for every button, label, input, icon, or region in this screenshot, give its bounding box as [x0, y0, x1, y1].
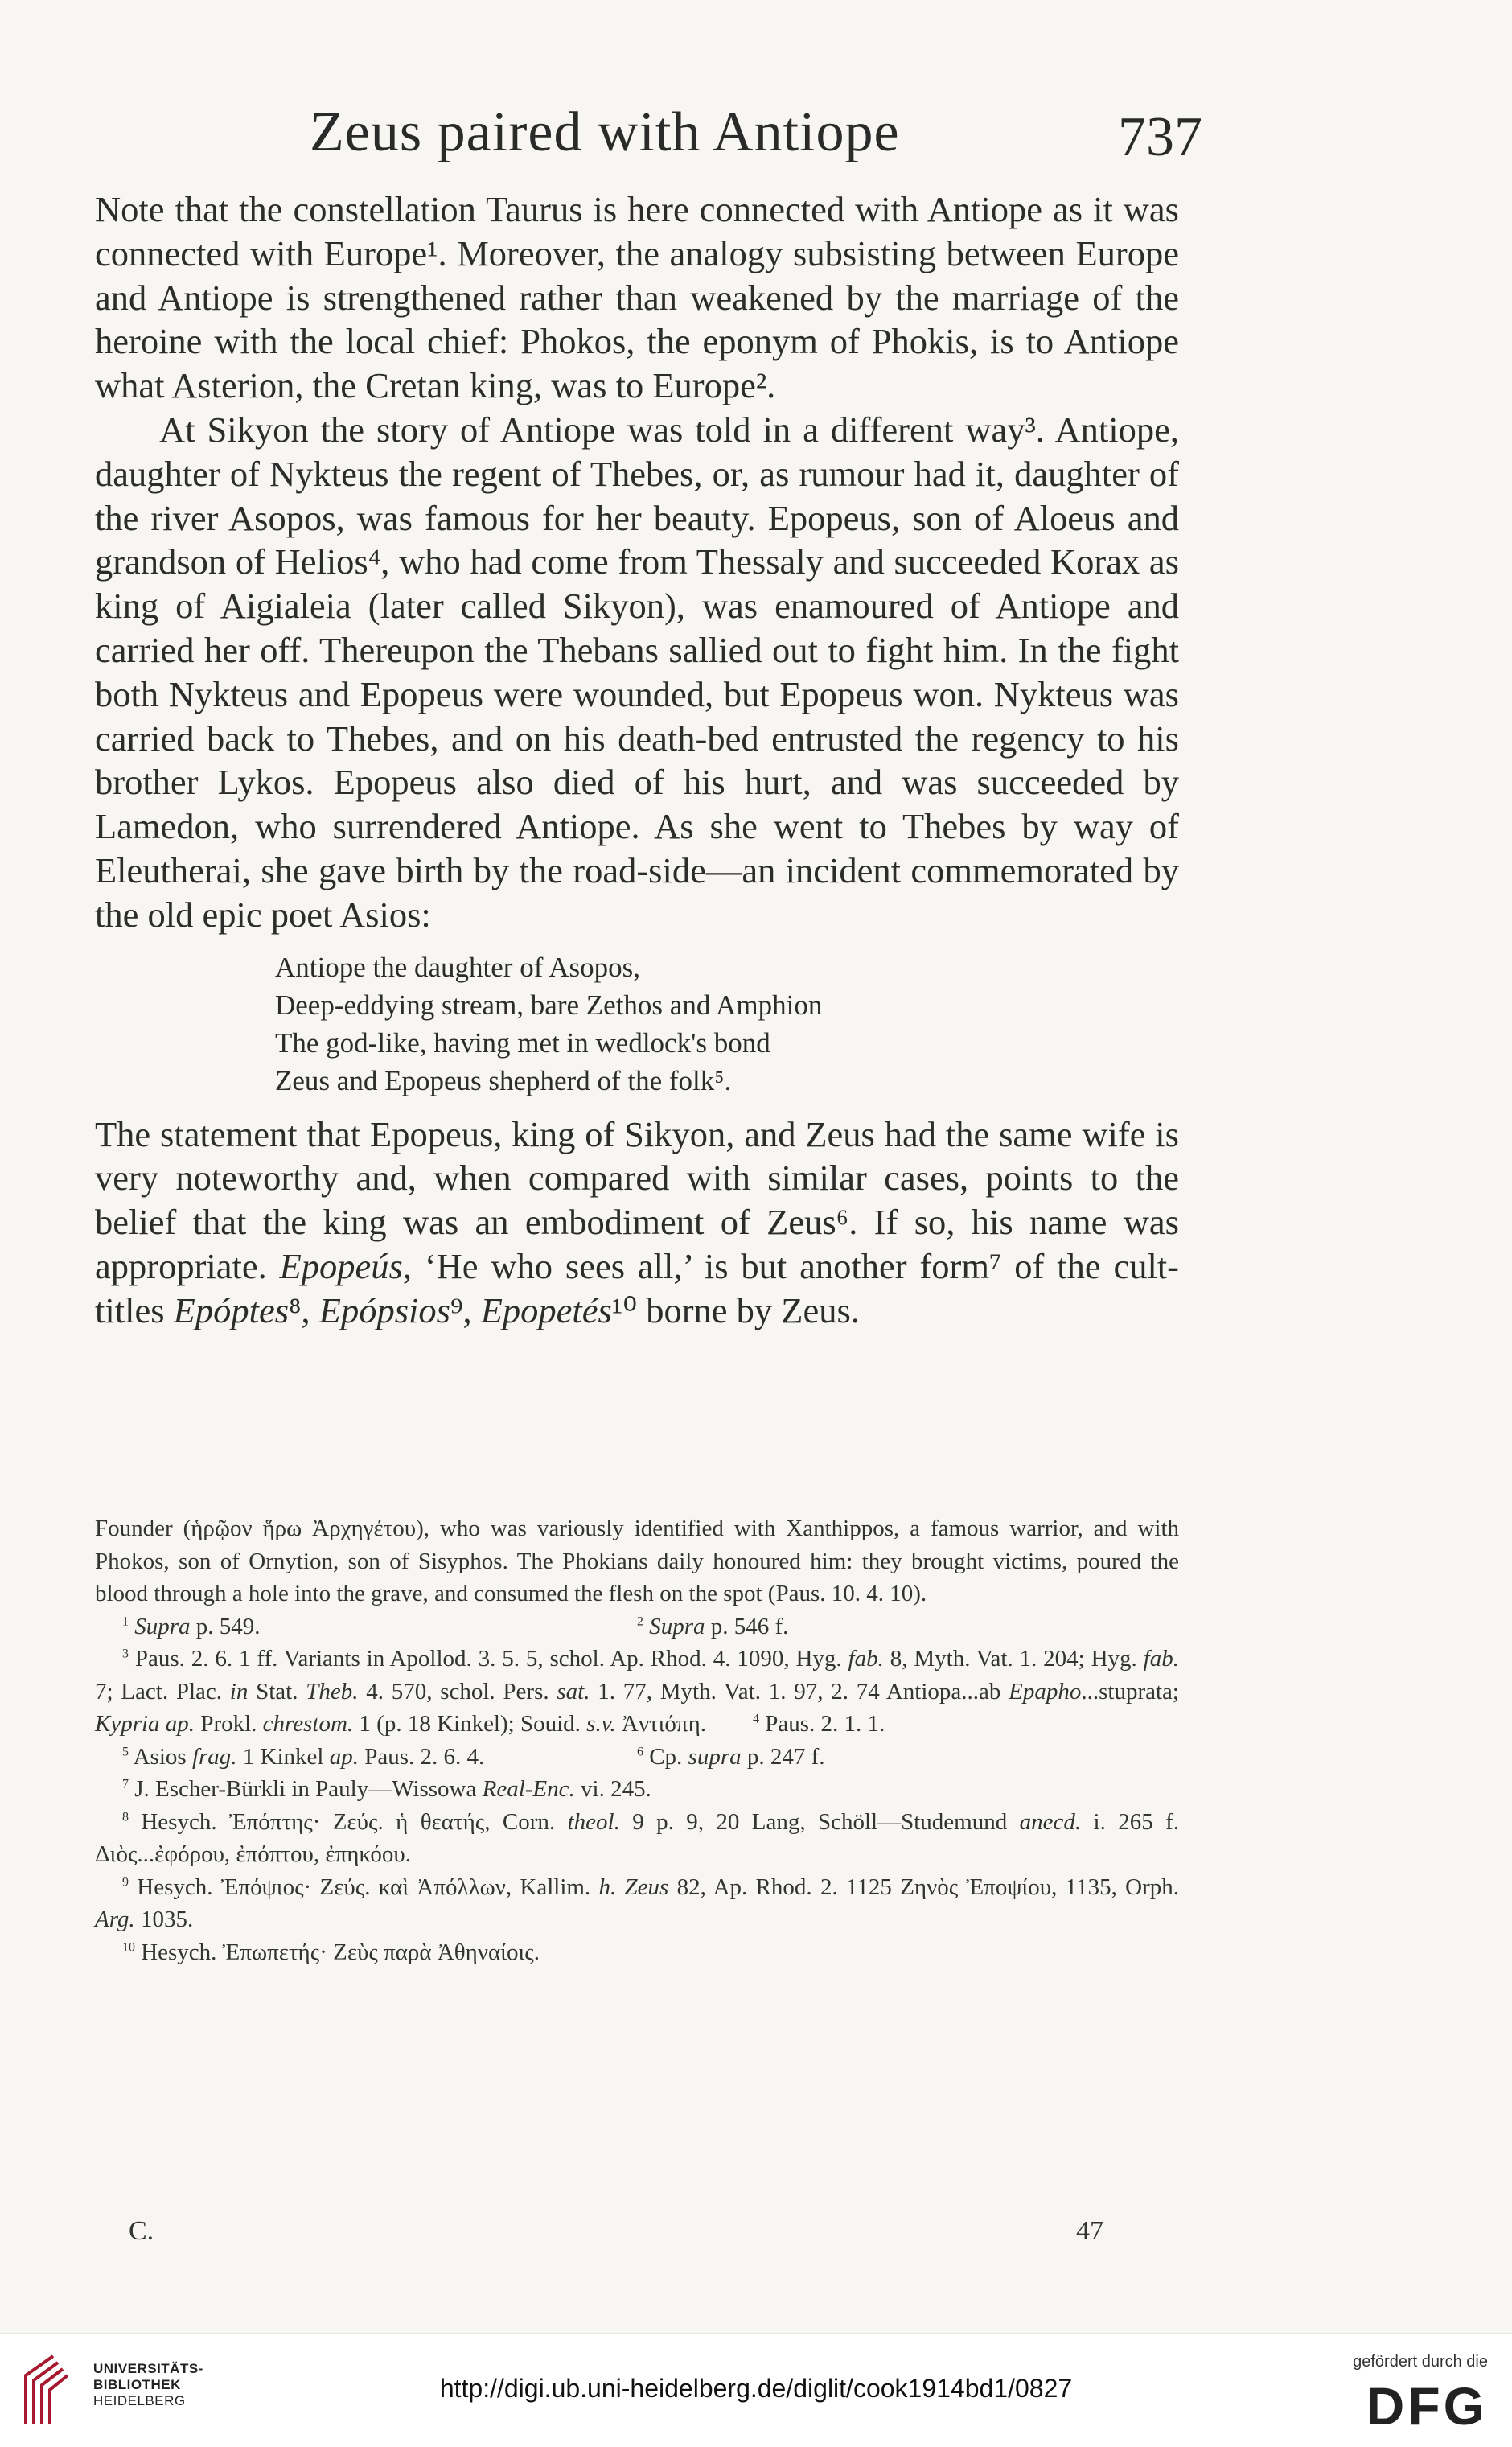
sheet-number: 47: [1076, 2216, 1103, 2246]
verse-line: Deep-eddying stream, bare Zethos and Amphion: [275, 989, 823, 1021]
italic-term: Epóptes: [173, 1289, 290, 1330]
running-title: Zeus paired with Antiope: [310, 101, 900, 163]
permalink-url[interactable]: http://digi.ub.uni-heidelberg.de/diglit/cook1914bd1/0827: [439, 2374, 1073, 2403]
paragraph-3: [95, 1112, 1179, 1333]
signature-mark: C.: [129, 2216, 154, 2246]
note-ref: ⁸,: [289, 1289, 319, 1330]
verse-line: Antiope the daughter of Asopos,: [275, 951, 640, 983]
note-ref: ¹⁰: [611, 1289, 638, 1330]
verse-line: The god-like, having met in wedlock's bond: [275, 1026, 770, 1059]
footnote-1: $^1$ Supra p. 549.: [122, 1613, 261, 1639]
footnote-9: $^9$ Hesych. Ἐπόψιος· Ζεύς. καὶ Ἀπόλλων, Kallim. h. Zeus 82, Ap. Rhod. 2. 1125 Ζηνὸς Ἐποψίου, 1135, Orph. Arg. 1035.: [95, 1873, 1179, 1932]
footnote-3: $^3$ Paus. 2. 6. 1 ff. Variants in Apollod. 3. 5. 5, schol. Ap. Rhod. 4. 1090, Hyg. fab. 8, Myth. Vat. 1. 204; Hyg. fab. 7; Lact. Plac. in Stat. Theb. 4. 570, schol. Pers. sat. 1. 77, Myth. Vat. 1. 97, 2. 74 Antiopa...ab Epapho...stuprata; Kypria ap. Prokl. chrestom. 1 (p. 18 Kinkel); Souid. s.v. Ἀντιόπη. $^4$ Paus. 2. 1. 1.: [95, 1646, 1179, 1737]
footnote-6: $^6$ Cp. supra p. 247 f.: [637, 1743, 825, 1770]
paragraph-2: At Sikyon the story of Antiope was told in a different way³. Antiope, daughter of Nykteus the regent of Thebes, or, as rumour had it, daughter of the river Asopos, was famous for her beauty. Epopeus, son of Aloeus and grandson of Helios⁴, who had come from Thessaly and succeeded Korax as king of Aigialeia (later called Sikyon), was enamoured of Antiope and carried her off. Thereupon the Thebans sallied out to fight him. In the fight both Nykteus and Epopeus were wounded, but Epopeus won. Nykteus was carried back to Thebes, and on his death-bed entrusted the regency to his brother Lykos. Epopeus also died of his hurt, and was succeeded by Lamedon, who surrendered Antiope. As she went to Thebes by way of Eleutherai, she gave birth by the road-side—an incident commemorated by the old epic poet Asios:: [95, 409, 1179, 935]
footnote-row: [95, 1610, 1179, 1643]
funding-note: gefördert durch die: [1353, 2353, 1488, 2371]
dfg-logo[interactable]: DFG: [1366, 2376, 1488, 2436]
footnote-2: $^2$ Supra p. 546 f.: [637, 1613, 789, 1639]
page-number: 737: [1118, 106, 1202, 168]
footnote-8: $^8$ Hesych. Ἐπόπτης· Ζεύς. ἡ θεατής, Corn. theol. 9 p. 9, 20 Lang, Schöll—Studemund anecd. i. 265 f. Διὸς...ἐφόρου, ἐπόπτου, ἐπηκόου.: [95, 1808, 1180, 1867]
text-segment: borne by Zeus.: [637, 1289, 860, 1330]
text-segment: , ‘He who sees all,’ is but another form⁷ of the cult-titles: [95, 1245, 1180, 1330]
paragraph-1: Note that the constellation Taurus is here connected with Antiope as it was connected with Europe¹. Moreover, the analogy subsisting between Europe and Antiope is strengthened rather than weakened by the marriage of the heroine with the local chief: Phokos, the eponym of Phokis, is to Antiope what Asterion, the Cretan king, was to Europe².: [95, 189, 1179, 406]
footnote-row: [95, 1741, 1179, 1774]
italic-term: Epopetés: [480, 1289, 612, 1330]
university-name[interactable]: UNIVERSITÄTS- BIBLIOTHEK HEIDELBERG: [93, 2361, 203, 2408]
italic-term: Epopeús: [279, 1245, 403, 1286]
note-ref: ⁹,: [450, 1289, 472, 1330]
footnotes: [95, 1512, 1179, 1968]
footnote-5: $^5$ Asios frag. 1 Kinkel ap. Paus. 2. 6. 4.: [122, 1743, 485, 1770]
footnote-continuation: Founder (ἡρῷον ἥρω Ἀρχηγέτου), who was variously identified with Xanthippos, a famous warrior, and with Phokos, son of Ornytion, son of Sisyphos. The Phokians daily honoured him: they brought victims, poured the blood through a hole into the grave, and consumed the flesh on the spot (Paus. 10. 4. 10).: [95, 1515, 1179, 1606]
viewer-footer: [0, 2333, 1512, 2447]
main-text: [95, 187, 1179, 1333]
verse-quote: [275, 948, 1179, 1100]
text-segment: The statement that Epopeus, king of Sikyon, and Zeus had the same wife is very noteworthy and, when compared with similar cases, points to the belief that the king was an embodiment of Zeus⁶. If so, his name was appropriate.: [95, 1113, 1179, 1286]
verse-line: Zeus and Epopeus shepherd of the folk⁵.: [275, 1064, 732, 1096]
footnote-7: $^7$ J. Escher-Bürkli in Pauly—Wissowa Real-Enc. vi. 245.: [122, 1776, 651, 1802]
page-header: [310, 101, 1202, 173]
italic-term: Epópsios: [318, 1289, 450, 1330]
footnote-10: $^{10}$ Hesych. Ἐπωπετής· Ζεὺς παρὰ Ἀθηναίοις.: [122, 1939, 540, 1965]
